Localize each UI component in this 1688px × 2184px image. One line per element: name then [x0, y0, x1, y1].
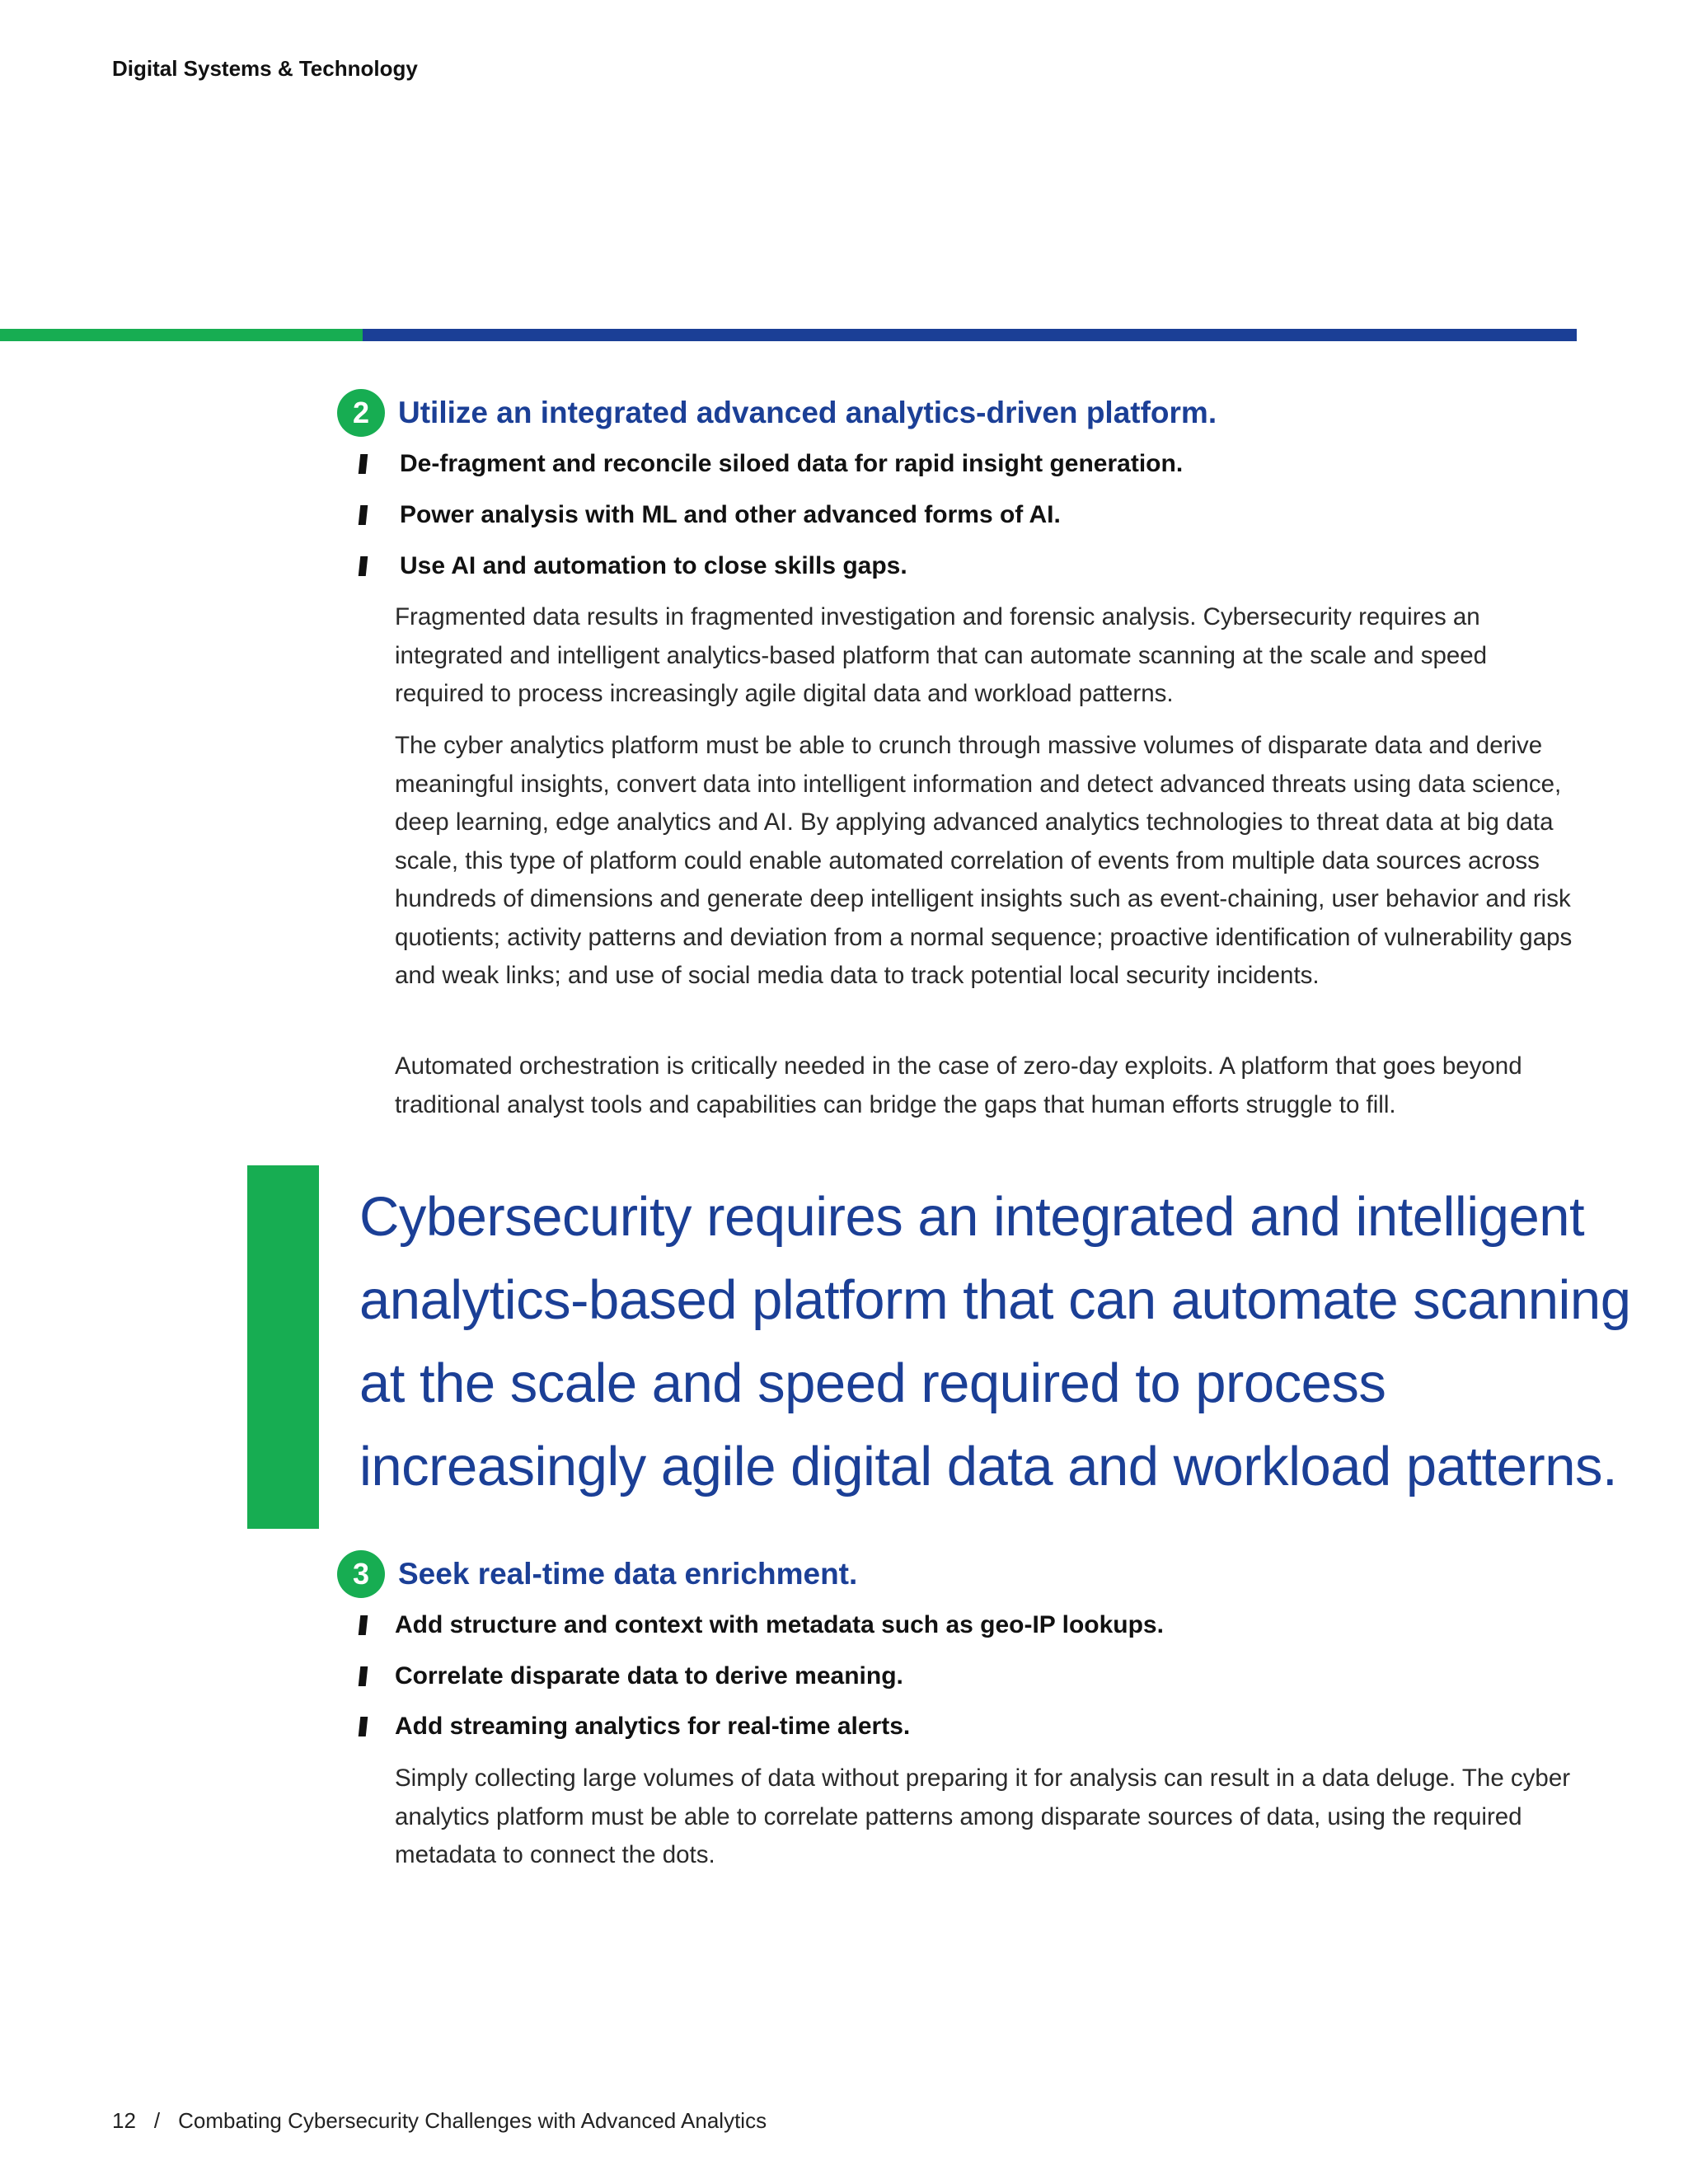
section-title: Seek real-time data enrichment.	[398, 1557, 858, 1591]
bullet-item	[359, 1660, 903, 1693]
bullet-item	[359, 499, 1061, 532]
bullet-text: Correlate disparate data to derive meaning.	[395, 1662, 903, 1690]
running-header: Digital Systems & Technology	[112, 56, 418, 81]
bullet-item	[359, 550, 907, 583]
header-rule-blue	[363, 329, 1577, 341]
bullet-text: De-fragment and reconcile siloed data for rapid insight generation.	[400, 450, 1184, 477]
section-number-badge: 2	[337, 389, 385, 437]
pull-quote: Cybersecurity requires an integrated and intelligent analytics-based platform that can automate scanning at the scale and speed required to process increasingly agile digital data and workload patterns.	[359, 1186, 1631, 1497]
bullet-text: Add streaming analytics for real-time alerts.	[395, 1713, 911, 1740]
header-rule-green	[0, 329, 363, 341]
body-paragraph: Automated orchestration is critically needed in the case of zero-day exploits. A platform that goes beyond traditional analyst tools and capabilities can bridge the gaps that human efforts struggle to fill.	[395, 1052, 1522, 1118]
bullet-text: Power analysis with ML and other advanced forms of AI.	[400, 501, 1061, 528]
bullet-marker	[359, 505, 368, 525]
page-footer	[112, 2108, 767, 2134]
bullet-marker	[359, 454, 368, 474]
bullet-marker	[359, 1666, 368, 1686]
body-paragraph: Simply collecting large volumes of data without preparing it for analysis can result in a data deluge. The cyber analytics platform must be able to correlate patterns among disparate sources of data, using the required metadata to connect the dots.	[395, 1765, 1571, 1868]
section-3-heading	[337, 1552, 857, 1596]
page-number: 12	[112, 2108, 136, 2133]
section-number-badge: 3	[337, 1550, 385, 1598]
bullet-item	[359, 1609, 1164, 1642]
section-2-heading	[337, 391, 1217, 435]
bullet-item	[359, 448, 1183, 480]
footer-separator: /	[153, 2108, 161, 2133]
bullet-text: Use AI and automation to close skills gaps.	[400, 552, 907, 579]
pull-quote-bar	[247, 1165, 319, 1529]
bullet-marker	[359, 1615, 368, 1635]
bullet-marker	[359, 1717, 368, 1736]
bullet-marker	[359, 556, 368, 576]
body-paragraph: Fragmented data results in fragmented investigation and forensic analysis. Cybersecurity requires an integrated and intelligent analytics-based platform that can automate scanning at the scale and speed required to process increasingly agile digital data and workload patterns.	[395, 603, 1488, 707]
bullet-item	[359, 1710, 910, 1743]
section-title: Utilize an integrated advanced analytics-driven platform.	[398, 396, 1217, 429]
body-paragraph: The cyber analytics platform must be able to crunch through massive volumes of disparate data and derive meaningful insights, convert data into intelligent information and detect advanced threats using data science, deep learning, edge analytics and AI. By applying advanced analytics technologies to threat data at big data scale, this type of platform could enable automated correlation of events from multiple data sources across hundreds of dimensions and generate deep intelligent insights such as event-chaining, user behavior and risk quotients; activity patterns and deviation from a normal sequence; proactive identification of vulnerability gaps and weak links; and use of social media data to track potential local security incidents.	[395, 732, 1573, 989]
footer-doc-title: Combating Cybersecurity Challenges with Advanced Analytics	[178, 2108, 767, 2133]
bullet-text: Add structure and context with metadata such as geo-IP lookups.	[395, 1611, 1164, 1638]
